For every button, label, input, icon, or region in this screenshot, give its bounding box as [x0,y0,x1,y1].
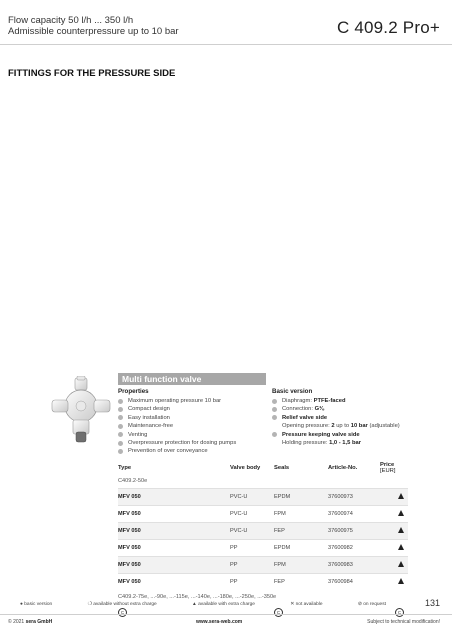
page-number: 131 [424,598,440,608]
relief-side-item: Relief valve side [272,414,400,422]
bullet-icon [272,415,277,420]
header-counterpressure: Admissible counterpressure up to 10 bar [8,26,179,37]
col-seals: Seals [274,465,290,471]
footer-website[interactable]: www.sera-web.com [196,619,243,625]
bullet-icon [118,399,123,404]
triangle-icon [398,493,404,499]
valve-image [50,376,112,446]
triangle-icon [398,578,404,584]
legend-basic: ● basic version [20,602,53,607]
property-item: Maintenance-free [118,422,236,430]
connection-item: Connection: G⅜ [272,405,400,413]
table-row: MFV 050 PVC-U FPM 37600974 [118,506,408,523]
triangle-icon [398,527,404,533]
certificate-icon: C [274,608,283,617]
bullet-icon [272,399,277,404]
section-title: FITTINGS FOR THE PRESSURE SIDE [8,68,176,79]
table-row: MFV 050 PP EPDM 37600982 [118,540,408,557]
product-title: Multi function valve [122,374,202,384]
property-item: Compact design [118,405,236,413]
table-row: MFV 050 PVC-U FEP 37600975 [118,523,408,540]
header-flow-capacity: Flow capacity 50 l/h ... 350 l/h [8,15,134,26]
legend-on-request: ⊘ on request [357,602,386,607]
col-type: Type [118,465,132,471]
basic-version-list [272,397,400,447]
col-article: Article-No. [328,465,358,471]
legend [20,602,386,607]
property-item: Overpressure protection for dosing pumps [118,439,236,447]
legend-without-charge: ❍ available without extra charge [87,602,157,607]
legend-not-available: ✕ not available [290,602,323,607]
col-valve-body: Valve body [230,465,261,471]
legend-with-charge: ▲ available with extra charge [192,602,255,607]
group-row [118,474,408,489]
opening-pressure-text: Opening pressure: 2 up to 10 bar (adjustable) [282,423,400,430]
bullet-icon [118,441,123,446]
table-header-row [118,462,408,474]
table-row: MFV 050 PP FPM 37600983 [118,557,408,574]
bullet-icon [272,432,277,437]
property-item: Venting [118,431,236,439]
article-table [118,462,408,620]
certificate-icon: C [118,608,127,617]
group-label: C409.2-50e [118,478,148,484]
triangle-icon [398,544,404,550]
col-price: Price [EUR] [380,462,396,474]
diaphragm-item: Diaphragm: PTFE-faced [272,397,400,405]
bullet-icon [118,415,123,420]
holding-pressure-text: Holding pressure: 1,0 - 1,5 bar [282,440,361,447]
table-row: MFV 050 PP FEP 37600984 [118,574,408,591]
bullet-icon [118,449,123,454]
bullet-icon [118,432,123,437]
property-item: Prevention of over conveyance [118,447,236,455]
triangle-icon [398,510,404,516]
table-row: MFV 050 PVC-U EPDM 37600973 [118,489,408,506]
property-item: Easy installation [118,414,236,422]
group-label: C409.2-75e, ...-90e, ...-115e, ...-140e, ...-180e, ...-250e, ...-350e [118,594,277,600]
product-title-band [118,373,266,385]
properties-heading: Properties [118,388,149,395]
footer-divider [0,614,452,615]
bullet-icon [272,407,277,412]
property-item: Maximum operating pressure 10 bar [118,397,236,405]
bullet-icon [118,424,123,429]
header-divider [0,44,452,45]
certificate-icon: C [395,608,404,617]
triangle-icon [398,561,404,567]
properties-list [118,397,236,456]
basic-version-heading: Basic version [272,388,313,395]
footer-disclaimer: Subject to technical modification! [367,619,440,625]
footer-copyright: © 2021 sera GmbH [8,619,53,625]
pressure-keeping-item: Pressure keeping valve side [272,431,400,439]
model-title: C 409.2 Pro+ [336,18,440,37]
bullet-icon [118,407,123,412]
